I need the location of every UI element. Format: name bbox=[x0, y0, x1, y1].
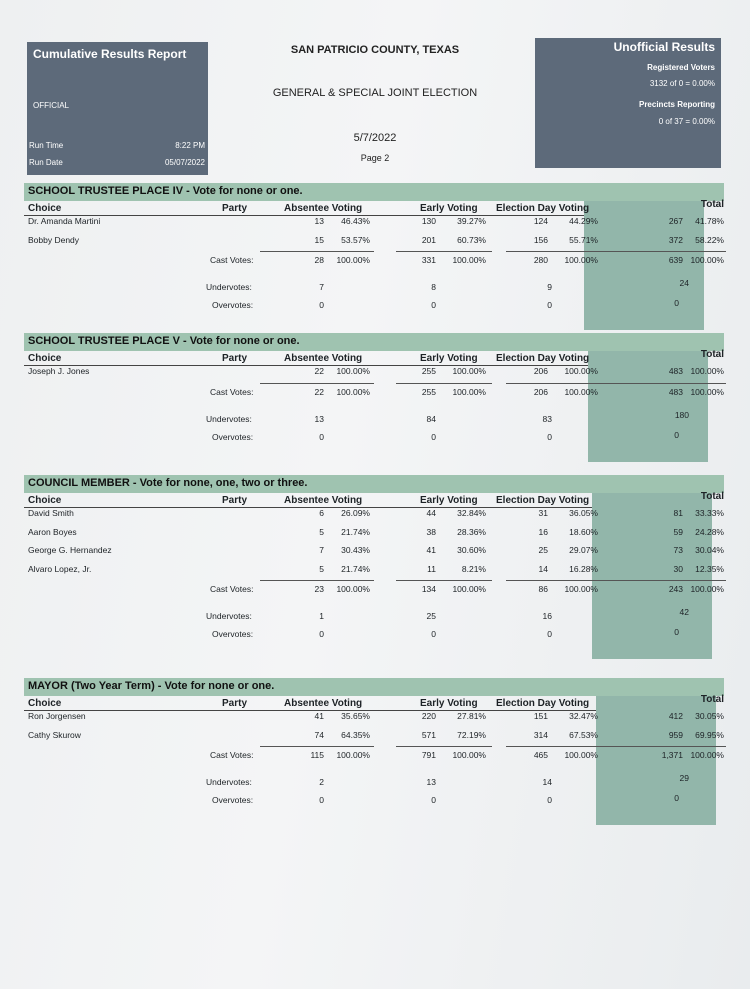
overvotes-election-day: 0 bbox=[547, 300, 552, 310]
election-day-percent: 32.47% bbox=[569, 711, 598, 721]
total-votes: 959 bbox=[668, 729, 683, 740]
contest-section bbox=[24, 678, 724, 821]
undervotes-election-day: 14 bbox=[542, 777, 552, 787]
total-votes: 81 bbox=[673, 508, 683, 518]
contest-title-band bbox=[24, 333, 724, 351]
cast-election-day-percent: 100.00% bbox=[564, 584, 598, 594]
cast-early: 791 bbox=[421, 750, 436, 760]
cast-absentee: 115 bbox=[310, 750, 324, 760]
candidate-name: Dr. Amanda Martini bbox=[28, 216, 101, 226]
election-day-header: Election Day Voting bbox=[496, 698, 590, 709]
absentee-votes: 5 bbox=[319, 563, 324, 574]
election-day-percent: 100.00% bbox=[564, 366, 598, 376]
run-time-label: Run Time bbox=[29, 141, 64, 150]
absentee-percent: 35.65% bbox=[341, 711, 370, 721]
cast-absentee-percent: 100.00% bbox=[336, 750, 370, 760]
run-time-value: 8:22 PM bbox=[175, 141, 205, 150]
election-day-percent: 55.71% bbox=[569, 234, 598, 245]
early-header: Early Voting bbox=[420, 698, 478, 709]
overvotes-election-day: 0 bbox=[547, 629, 552, 639]
election-day-header: Election Day Voting bbox=[496, 495, 590, 506]
election-title: GENERAL & SPECIAL JOINT ELECTION bbox=[272, 87, 478, 99]
cast-absentee: 23 bbox=[314, 584, 324, 594]
undervotes-total: 24 bbox=[679, 278, 689, 288]
early-header: Early Voting bbox=[420, 203, 478, 214]
overvotes-absentee: 0 bbox=[319, 300, 324, 310]
early-sum-rule bbox=[396, 251, 492, 252]
absentee-votes: 13 bbox=[314, 216, 324, 226]
cast-votes-label: Cast Votes: bbox=[210, 386, 254, 397]
candidate-name: George G. Hernandez bbox=[28, 545, 112, 555]
total-sum-rule bbox=[588, 383, 726, 384]
total-column-shade bbox=[588, 343, 708, 462]
run-date-label: Run Date bbox=[29, 158, 63, 167]
absentee-header: Absentee Voting bbox=[284, 353, 363, 364]
election-day-votes: 16 bbox=[538, 526, 548, 537]
absentee-sum-rule bbox=[260, 251, 374, 252]
overvotes-label: Overvotes: bbox=[212, 795, 254, 805]
undervotes-label: Undervotes: bbox=[206, 611, 252, 621]
precincts-label: Precincts Reporting bbox=[638, 100, 715, 109]
cast-total-percent: 100.00% bbox=[690, 386, 724, 397]
cast-absentee-percent: 100.00% bbox=[336, 584, 370, 594]
cast-election-day: 206 bbox=[533, 386, 548, 397]
party-header: Party bbox=[222, 495, 248, 506]
overvotes-early: 0 bbox=[431, 795, 436, 805]
undervotes-absentee: 13 bbox=[314, 413, 324, 424]
absentee-votes: 7 bbox=[319, 545, 324, 555]
early-header: Early Voting bbox=[420, 495, 478, 506]
total-percent: 24.28% bbox=[695, 526, 724, 537]
contest-title: COUNCIL MEMBER - Vote for none, one, two or three. bbox=[28, 477, 308, 489]
early-votes: 220 bbox=[421, 711, 436, 721]
early-percent: 28.36% bbox=[457, 526, 486, 537]
cast-early: 331 bbox=[421, 255, 436, 265]
absentee-header: Absentee Voting bbox=[284, 495, 363, 506]
cast-election-day-percent: 100.00% bbox=[564, 255, 598, 265]
cast-election-day-percent: 100.00% bbox=[564, 386, 598, 397]
cast-election-day: 86 bbox=[538, 584, 548, 594]
total-votes: 73 bbox=[673, 545, 683, 555]
registered-voters-label: Registered Voters bbox=[647, 63, 715, 72]
total-percent: 100.00% bbox=[690, 366, 724, 376]
registered-voters-value: 3132 of 0 = 0.00% bbox=[649, 79, 715, 88]
early-header: Early Voting bbox=[420, 353, 478, 364]
early-votes: 255 bbox=[421, 366, 436, 376]
cast-total-percent: 100.00% bbox=[690, 584, 724, 594]
overvotes-label: Overvotes: bbox=[212, 300, 254, 310]
absentee-percent: 46.43% bbox=[341, 216, 370, 226]
total-percent: 41.78% bbox=[695, 216, 724, 226]
overvotes-election-day: 0 bbox=[547, 795, 552, 805]
cast-early-percent: 100.00% bbox=[452, 255, 486, 265]
early-votes: 130 bbox=[421, 216, 436, 226]
absentee-percent: 26.09% bbox=[341, 508, 370, 518]
unofficial-title: Unofficial Results bbox=[613, 40, 715, 54]
cast-early: 255 bbox=[421, 386, 436, 397]
overvotes-early: 0 bbox=[431, 431, 436, 442]
election-day-percent: 67.53% bbox=[569, 729, 598, 740]
cast-total: 243 bbox=[668, 584, 683, 594]
contest-title-band bbox=[24, 475, 724, 493]
overvotes-total: 0 bbox=[674, 793, 679, 803]
election-day-percent: 29.07% bbox=[569, 545, 598, 555]
early-votes: 38 bbox=[426, 526, 436, 537]
absentee-votes: 41 bbox=[314, 711, 324, 721]
candidate-name: Bobby Dendy bbox=[28, 234, 80, 245]
total-header: Total bbox=[700, 199, 724, 210]
absentee-sum-rule bbox=[260, 580, 374, 581]
county-title: SAN PATRICIO COUNTY, TEXAS bbox=[290, 44, 460, 56]
total-header: Total bbox=[700, 349, 724, 360]
election-day-percent: 44.29% bbox=[569, 216, 598, 226]
cast-early-percent: 100.00% bbox=[452, 750, 486, 760]
absentee-votes: 6 bbox=[319, 508, 324, 518]
candidate-name: Joseph J. Jones bbox=[28, 366, 90, 376]
absentee-sum-rule bbox=[260, 746, 374, 747]
candidate-name: Alvaro Lopez, Jr. bbox=[28, 563, 92, 574]
contest-title-band bbox=[24, 183, 724, 201]
overvotes-early: 0 bbox=[431, 300, 436, 310]
early-votes: 201 bbox=[421, 234, 436, 245]
undervotes-absentee: 2 bbox=[319, 777, 324, 787]
absentee-votes: 74 bbox=[314, 729, 324, 740]
candidate-name: Cathy Skurow bbox=[28, 729, 81, 740]
total-header: Total bbox=[700, 491, 724, 502]
contest-section bbox=[24, 475, 724, 655]
total-votes: 483 bbox=[668, 366, 683, 376]
total-percent: 30.04% bbox=[695, 545, 724, 555]
undervotes-election-day: 9 bbox=[547, 282, 552, 292]
total-votes: 30 bbox=[673, 563, 683, 574]
election-day-sum-rule bbox=[506, 580, 604, 581]
contest-section bbox=[24, 333, 724, 458]
overvotes-election-day: 0 bbox=[547, 431, 552, 442]
undervotes-early: 13 bbox=[426, 777, 436, 787]
overvotes-label: Overvotes: bbox=[212, 629, 254, 639]
cast-election-day: 465 bbox=[533, 750, 548, 760]
early-percent: 32.84% bbox=[457, 508, 486, 518]
overvotes-total: 0 bbox=[674, 298, 679, 308]
cast-votes-label: Cast Votes: bbox=[210, 255, 254, 265]
contest-title: MAYOR (Two Year Term) - Vote for none or one. bbox=[28, 680, 275, 692]
report-info-box bbox=[27, 42, 208, 175]
early-percent: 8.21% bbox=[461, 563, 486, 574]
overvotes-absentee: 0 bbox=[319, 795, 324, 805]
party-header: Party bbox=[222, 203, 248, 214]
total-percent: 33.33% bbox=[695, 508, 724, 518]
total-votes: 59 bbox=[673, 526, 683, 537]
cast-total: 1,371 bbox=[661, 750, 683, 760]
absentee-votes: 5 bbox=[319, 526, 324, 537]
election-day-votes: 314 bbox=[533, 729, 548, 740]
early-percent: 39.27% bbox=[457, 216, 486, 226]
total-sum-rule bbox=[584, 251, 726, 252]
total-header: Total bbox=[700, 694, 724, 705]
absentee-percent: 64.35% bbox=[341, 729, 370, 740]
undervotes-early: 25 bbox=[426, 611, 436, 621]
total-percent: 12.35% bbox=[695, 563, 724, 574]
total-sum-rule bbox=[596, 746, 726, 747]
candidate-name: Ron Jorgensen bbox=[28, 711, 86, 721]
page-number: Page 2 bbox=[360, 153, 390, 163]
overvotes-absentee: 0 bbox=[319, 629, 324, 639]
cast-election-day-percent: 100.00% bbox=[564, 750, 598, 760]
election-day-votes: 31 bbox=[538, 508, 548, 518]
election-day-votes: 156 bbox=[533, 234, 548, 245]
total-sum-rule bbox=[592, 580, 726, 581]
early-percent: 60.73% bbox=[457, 234, 486, 245]
election-day-votes: 124 bbox=[533, 216, 548, 226]
absentee-votes: 15 bbox=[314, 234, 324, 245]
party-header: Party bbox=[222, 698, 248, 709]
absentee-sum-rule bbox=[260, 383, 374, 384]
absentee-percent: 100.00% bbox=[336, 366, 370, 376]
cast-votes-label: Cast Votes: bbox=[210, 750, 254, 760]
absentee-votes: 22 bbox=[314, 366, 324, 376]
precincts-value: 0 of 37 = 0.00% bbox=[658, 117, 715, 126]
undervotes-absentee: 1 bbox=[319, 611, 324, 621]
cast-early-percent: 100.00% bbox=[452, 386, 486, 397]
undervotes-absentee: 7 bbox=[319, 282, 324, 292]
election-day-percent: 36.05% bbox=[569, 508, 598, 518]
early-votes: 11 bbox=[427, 563, 436, 574]
run-date-value: 05/07/2022 bbox=[164, 158, 205, 167]
undervotes-early: 8 bbox=[431, 282, 436, 292]
election-day-votes: 14 bbox=[538, 563, 548, 574]
election-day-votes: 206 bbox=[533, 366, 548, 376]
overvotes-total: 0 bbox=[674, 627, 679, 637]
early-votes: 571 bbox=[421, 729, 436, 740]
report-title: Cumulative Results Report bbox=[33, 47, 187, 61]
cast-total: 639 bbox=[668, 255, 683, 265]
early-percent: 27.81% bbox=[457, 711, 486, 721]
absentee-header: Absentee Voting bbox=[284, 203, 363, 214]
total-votes: 267 bbox=[668, 216, 683, 226]
cast-total: 483 bbox=[668, 386, 683, 397]
early-sum-rule bbox=[396, 383, 492, 384]
election-day-header: Election Day Voting bbox=[496, 203, 590, 214]
unofficial-results-box bbox=[535, 38, 721, 168]
cast-early-percent: 100.00% bbox=[452, 584, 486, 594]
contest-title: SCHOOL TRUSTEE PLACE V - Vote for none or one. bbox=[28, 335, 300, 347]
early-percent: 100.00% bbox=[452, 366, 486, 376]
total-percent: 69.95% bbox=[695, 729, 724, 740]
official-label: OFFICIAL bbox=[33, 101, 70, 110]
election-day-header: Election Day Voting bbox=[496, 353, 590, 364]
undervotes-election-day: 16 bbox=[542, 611, 552, 621]
party-header: Party bbox=[222, 353, 248, 364]
total-votes: 372 bbox=[668, 234, 683, 245]
cast-absentee-percent: 100.00% bbox=[336, 255, 370, 265]
absentee-percent: 21.74% bbox=[341, 563, 370, 574]
early-percent: 30.60% bbox=[457, 545, 486, 555]
choice-header: Choice bbox=[28, 495, 62, 506]
total-percent: 30.05% bbox=[695, 711, 724, 721]
contest-title-band bbox=[24, 678, 724, 696]
early-sum-rule bbox=[396, 746, 492, 747]
contest-title: SCHOOL TRUSTEE PLACE IV - Vote for none or one. bbox=[28, 185, 303, 197]
undervotes-election-day: 83 bbox=[542, 413, 552, 424]
cast-total-percent: 100.00% bbox=[690, 750, 724, 760]
candidate-name: Aaron Boyes bbox=[28, 526, 77, 537]
undervotes-label: Undervotes: bbox=[206, 777, 252, 787]
cast-early: 134 bbox=[421, 584, 436, 594]
undervotes-early: 84 bbox=[426, 413, 436, 424]
cast-absentee-percent: 100.00% bbox=[336, 386, 370, 397]
early-votes: 41 bbox=[426, 545, 436, 555]
undervotes-total: 29 bbox=[679, 773, 689, 783]
cast-election-day: 280 bbox=[533, 255, 548, 265]
cast-absentee: 22 bbox=[314, 386, 324, 397]
early-percent: 72.19% bbox=[457, 729, 486, 740]
overvotes-label: Overvotes: bbox=[212, 431, 254, 442]
contest-section bbox=[24, 183, 724, 326]
total-votes: 412 bbox=[668, 711, 683, 721]
election-day-percent: 18.60% bbox=[569, 526, 598, 537]
cast-votes-label: Cast Votes: bbox=[210, 584, 254, 594]
overvotes-total: 0 bbox=[674, 429, 679, 440]
absentee-percent: 21.74% bbox=[341, 526, 370, 537]
choice-header: Choice bbox=[28, 353, 62, 364]
undervotes-label: Undervotes: bbox=[206, 413, 252, 424]
total-percent: 58.22% bbox=[695, 234, 724, 245]
early-sum-rule bbox=[396, 580, 492, 581]
cast-total-percent: 100.00% bbox=[690, 255, 724, 265]
choice-header: Choice bbox=[28, 698, 62, 709]
absentee-header: Absentee Voting bbox=[284, 698, 363, 709]
absentee-percent: 30.43% bbox=[341, 545, 370, 555]
election-day-votes: 25 bbox=[538, 545, 548, 555]
undervotes-label: Undervotes: bbox=[206, 282, 252, 292]
election-day-sum-rule bbox=[506, 746, 604, 747]
candidate-name: David Smith bbox=[28, 508, 74, 518]
election-date: 5/7/2022 bbox=[353, 132, 397, 144]
absentee-percent: 53.57% bbox=[341, 234, 370, 245]
election-day-votes: 151 bbox=[533, 711, 548, 721]
choice-header: Choice bbox=[28, 203, 62, 214]
undervotes-total: 42 bbox=[679, 607, 689, 617]
early-votes: 44 bbox=[426, 508, 436, 518]
cast-absentee: 28 bbox=[314, 255, 324, 265]
election-day-percent: 16.28% bbox=[569, 563, 598, 574]
overvotes-absentee: 0 bbox=[319, 431, 324, 442]
overvotes-early: 0 bbox=[431, 629, 436, 639]
undervotes-total: 180 bbox=[674, 409, 689, 420]
